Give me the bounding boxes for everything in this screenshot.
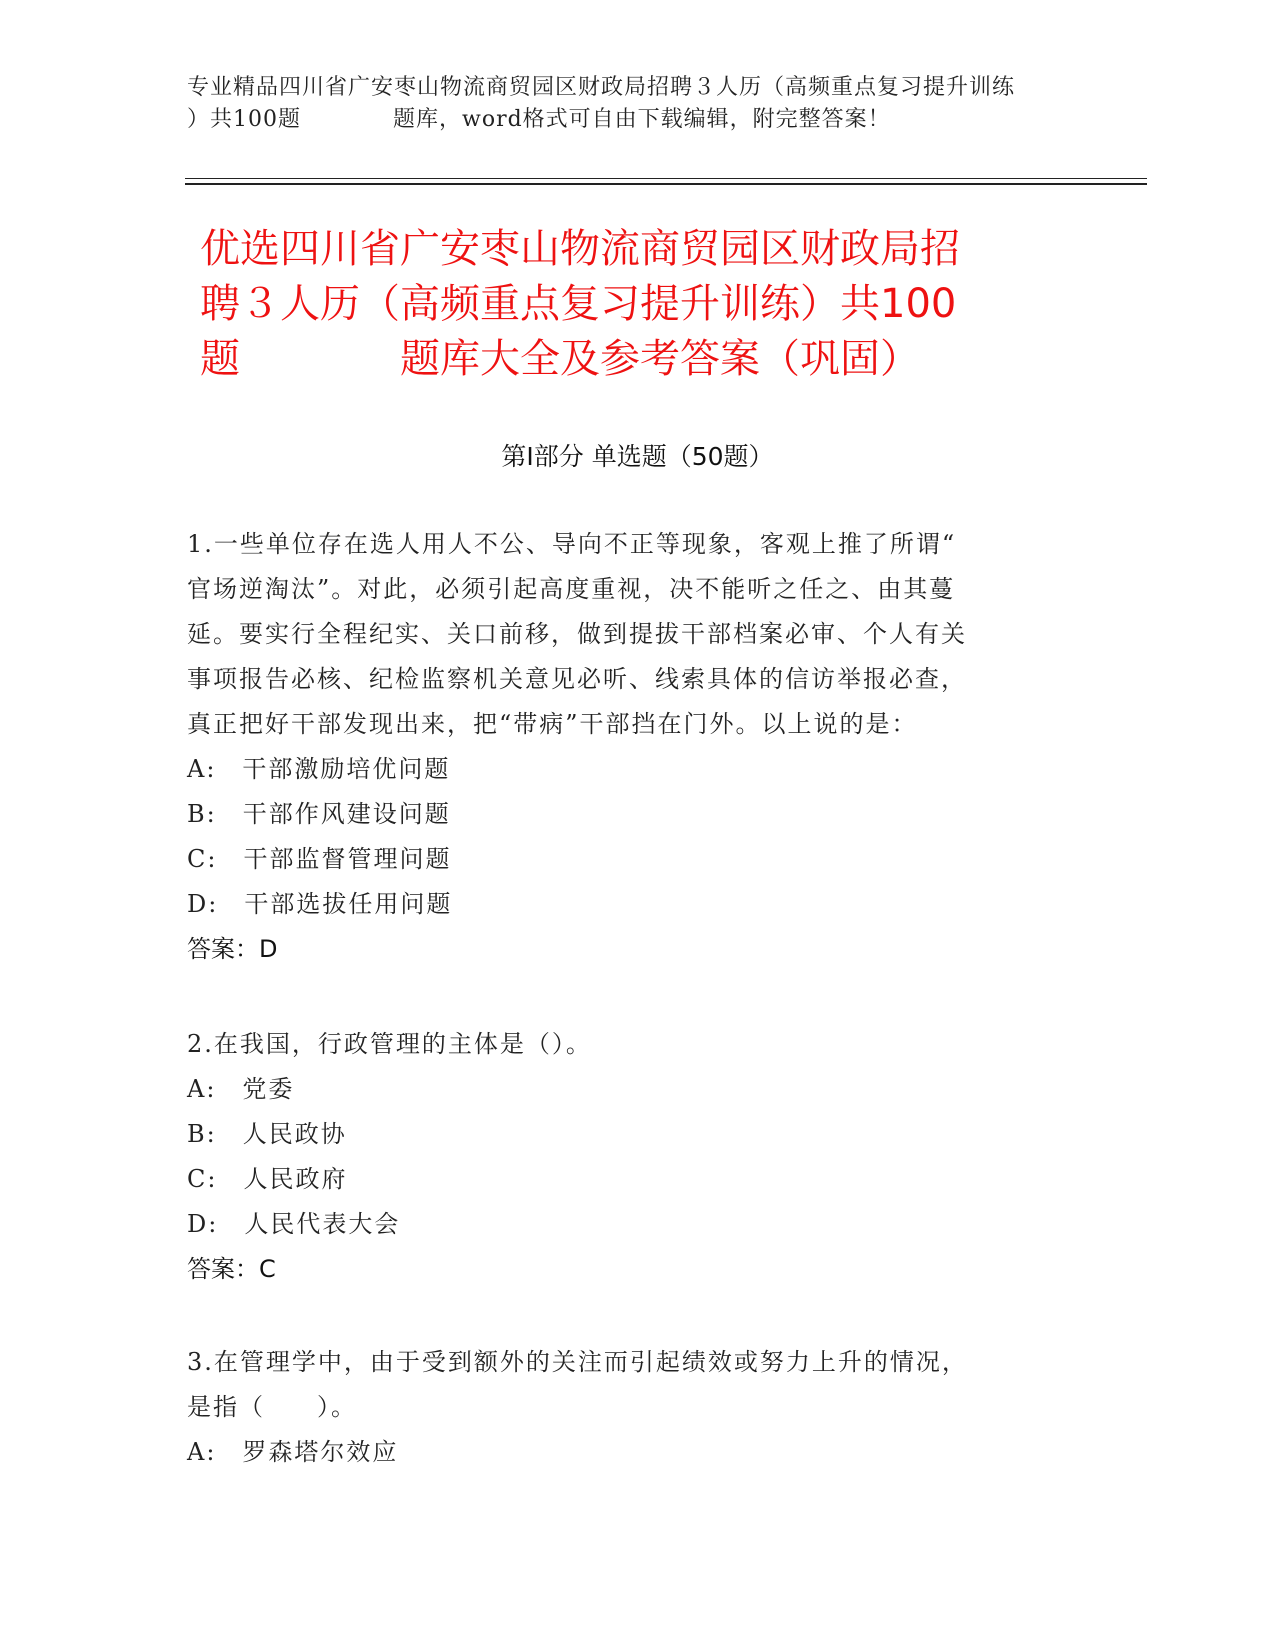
- option-d: D: 人民代表大会: [187, 1210, 401, 1238]
- option-a: A: 罗森塔尔效应: [187, 1438, 399, 1466]
- option-a: A: 党委: [187, 1075, 295, 1103]
- question-stem: [187, 1340, 1067, 1430]
- stem-line: 延。要实行全程纪实、关口前移，做到提拔干部档案必审、个人有关: [187, 620, 967, 648]
- answer: 答案：D: [187, 935, 278, 963]
- stem-line: 1.一些单位存在选人用人不公、导向不正等现象，客观上推了所谓“: [187, 530, 957, 558]
- header-note-line: ）共100题 题库，word格式可自由下载编辑，附完整答案！: [187, 107, 891, 132]
- document-title: [200, 222, 1100, 387]
- title-line: 聘３人历（高频重点复习提升训练）共100: [200, 281, 957, 327]
- stem-line: 官场逆淘汰”。对此，必须引起高度重视，决不能听之任之、由其蔓: [187, 575, 956, 603]
- header-note-line: 专业精品四川省广安枣山物流商贸园区财政局招聘３人历（高频重点复习提升训练: [187, 75, 1016, 100]
- question-2: [187, 1022, 1067, 1292]
- header-note: [187, 72, 1087, 136]
- section-heading: 第Ⅰ部分 单选题（50题）: [501, 442, 774, 471]
- stem-line: 真正把好干部发现出来，把“带病”干部挡在门外。以上说的是：: [187, 710, 918, 738]
- option-d: D: 干部选拔任用问题: [187, 890, 453, 918]
- stem-line: 是指（ ）。: [187, 1393, 357, 1421]
- question-stem: [187, 522, 1067, 747]
- stem-line: 2.在我国，行政管理的主体是（）。: [187, 1030, 592, 1058]
- option-b: B: 干部作风建设问题: [187, 800, 451, 828]
- answer: 答案：C: [187, 1255, 276, 1283]
- stem-line: 事项报告必核、纪检监察机关意见必听、线索具体的信访举报必查，: [187, 665, 967, 693]
- option-c: C: 人民政府: [187, 1165, 348, 1193]
- question-3: [187, 1340, 1067, 1475]
- header-divider: [185, 183, 1147, 185]
- stem-line: 3.在管理学中，由于受到额外的关注而引起绩效或努力上升的情况，: [187, 1348, 968, 1376]
- question-1: [187, 522, 1067, 972]
- title-line: 优选四川省广安枣山物流商贸园区财政局招: [200, 226, 960, 272]
- option-b: B: 人民政协: [187, 1120, 347, 1148]
- header-divider: [185, 178, 1147, 179]
- option-c: C: 干部监督管理问题: [187, 845, 452, 873]
- question-stem: [187, 1022, 1067, 1067]
- option-a: A: 干部激励培优问题: [187, 755, 451, 783]
- title-line: 题 题库大全及参考答案（巩固）: [200, 336, 920, 382]
